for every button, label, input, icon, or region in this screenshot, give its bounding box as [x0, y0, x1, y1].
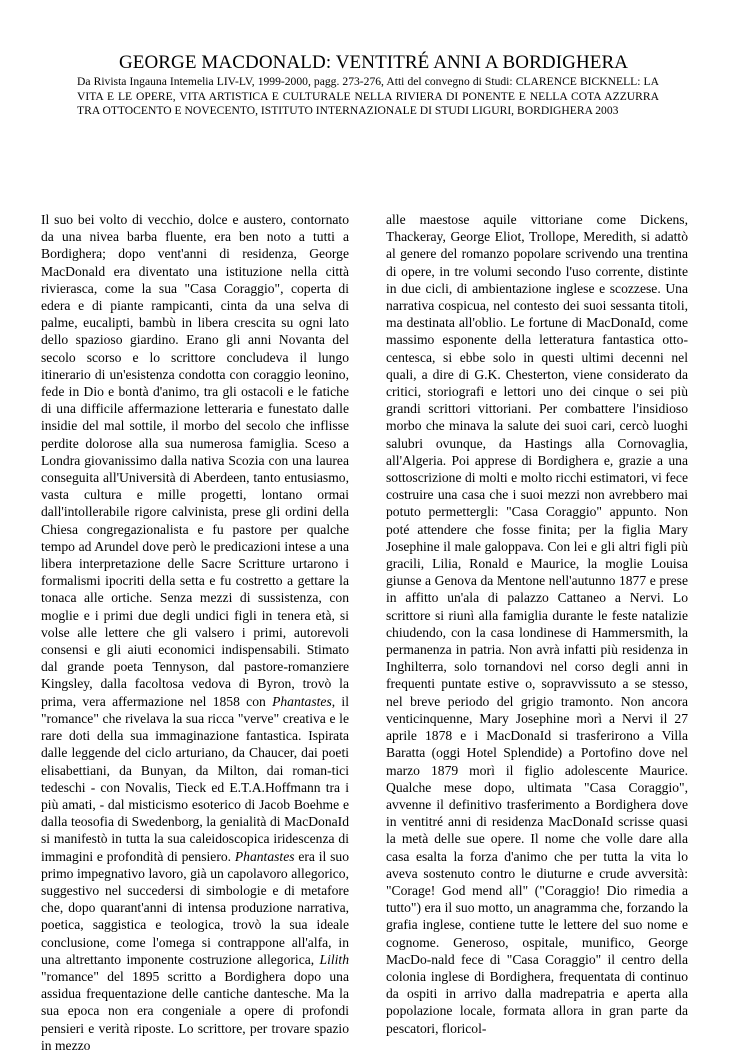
body-column-right — [386, 211, 688, 1037]
text-segment: "romance" del 1895 scritto a Bordighera dopo una assidua frequentazione delle cantiche dantesche. Ma la sua epoca non era congeniale a opere di profondi pensieri e verità riposte. Lo scrittore, per trovare spazio in mezzo — [41, 968, 349, 1053]
text-segment: , il "romance" che rivelava la sua ricca "verve" creativa e le rare doti della sua immaginazione fantastica. Ispirata dalle leggende del ciclo arturiano, da Chaucer, dai poeti elisabettiani, da Bunyan, da Milton, dai roman-tici tedeschi - con Novalis, Tieck ed E.T.A.Hoffmann tra i più amati, - dal misticismo esoterico di Jacob Boehme e dalla teosofia di Swedenborg, la genialità di MacDonaId si manifestò in tutta la sua caleidoscopica iridescenza di immagini e profondità di pensiero. — [41, 693, 349, 864]
article-title: GEORGE MACDONALD: VENTITRÉ ANNI A BORDIGHERA — [118, 52, 629, 73]
body-column-left — [41, 211, 349, 1054]
italic-title: Lilith — [319, 951, 349, 967]
text-segment: era il suo primo impegnativo lavoro, già un capolavoro allegorico, suggestivo nel succedersi di simbologie e di metafore che, dopo quarant'anni di intensa produzione narrativa, poetica, saggistica e teologica, trovò la sua ideale conclusione, come l'omega si contrappone all'alfa, in una altrettanto imponente costruzione allegorica, — [41, 848, 350, 967]
source-citation: Da Rivista Ingauna Intemelia LIV-LV, 1999-2000, pagg. 273-276, Atti del convegno di Studi: CLARENCE BICKNELL: LA VITA E LE OPERE, VITA ARTISTICA E CULTURALE NELLA RIVIERA DI PONENTE E NELLA COTA AZZURRA TRA OTTOCENTO E NOVECENTO, ISTITUTO INTERNAZIONALE DI STUDI LIGURI, BORDIGHERA 2003 — [77, 75, 659, 118]
italic-title: Phantastes — [272, 693, 332, 709]
text-segment: Il suo bei volto di vecchio, dolce e austero, contornato da una nivea barba fluente, era ben noto a tutti a Bordighera; dopo vent'anni di residenza, George MacDonald era diventato una istituzione nella città rivierasca, come la sua "Casa Coraggio", coperta di edera e di piante rampicanti, cinta da una selva di palme, eucalipti, bambù in libera crescita su ogni lato dello spazioso giardino. Erano gli anni Novanta del secolo scorso e lo scrittore concludeva il lungo itinerario di un'esistenza condotta con coraggio leonino, fede in Dio e bontà d'animo, tra gli ostacoli e le fatiche di una difficile affermazione letteraria e funestato dalle insidie del mal sottile, il morbo del secolo che inflisse perdite dolorose alla sua numerosa famiglia. Sceso a Londra giovanissimo dalla nativa Scozia con una laurea conseguita all'Università di Aberdeen, tanto entusiasmo, vasta cultura e mille progetti, lontano ormai dall'intollerabile rigore calvinista, prese gli ordini della Chiesa congregazionalista e fu pastore per qualche tempo ad Arundel dove però le predicazioni intese a una libera interpretazione delle Sacre Scritture urtarono i formalismi ipocriti della setta e fu costretto a gettare la tonaca alle ortiche. Senza mezzi di sussistenza, con moglie e i primi due degli undici figli in tenera età, si volse alle lettere che gli valsero i primi, autorevoli consensi e gli aiuti economici indispensabili. Stimato dal grande poeta Tennyson, dal pastore-romanziere Kingsley, dalla facoltosa vedova di Byron, trovò la prima, vera affermazione nel 1858 con — [41, 212, 349, 709]
body-paragraph-left — [41, 211, 349, 1054]
italic-title: Phantastes — [234, 848, 295, 864]
body-paragraph-right: alle maestose aquile vittoriane come Dickens, Thackeray, George Eliot, Trollope, Meredith, si adattò al genere del romanzo popolare scrivendo una trentina di opere, in tre volumi secondo l'uso corrente, distinte in due cicli, di ambientazione inglese e scozzese. Una narrativa cospicua, nel contesto dei suoi sessanta titoli, ma destinata all'oblio. Le fortune di MacDonaId, come massimo esponente della letteratura fantastica otto-centesca, si ebbe solo in questi ultimi decenni nel quali, a dire di G.K. Chesterton, viene considerato da critici, storiografi e lettori uno dei cinque o sei più grandi scrittori vittoriani. Per combattere l'insidioso morbo che minava la salute dei suoi cari, cercò luoghi salubri ovunque, da Hastings alla Cornovaglia, all'Algeria. Poi apprese di Bordighera e, grazie a una sottoscrizione di molti e molto ricchi estimatori, vi fece costruire una casa che i suoi mezzi non avrebbero mai potuto permettergli: "Casa Coraggio" appunto. Non poté attendere che fosse finita; per la figlia Mary Josephine il male galoppava. Con lei e gli altri figli più gracili, Lilia, Ronald e Maurice, la moglie Louisa giunse a Genova da Mentone nell'autunno 1877 e prese in affitto un'ala di palazzo Cattaneo a Nervi. Lo scrittore si riunì alla famiglia durante le feste natalizie chiudendo, con la casa londinese di Hammersmith, la permanenza in patria. Non avrà infatti più residenza in Inghilterra, solo tornandovi nel corso degli anni in frequenti puntate estive o, sopravvissuto a se stesso, nel breve periodo del grigio tramonto. Non ancora venticinquenne, Mary Josephine morì a Nervi il 27 aprile 1878 e i MacDonaId si trasferirono a Villa Baratta (oggi Hotel Splendide) a Portofino dove nel marzo 1879 morì il figlio adolescente Maurice. Qualche mese dopo, ultimata "Casa Coraggio", avvenne il definitivo trasferimento a Bordighera dove in ventitré anni di residenza MacDonaId scrisse quasi la metà delle sue opere. Il nome che volle dare alla casa esalta la forza d'animo che per tutta la vita lo aveva sostenuto contro le diuturne e crude avversità: "Corage! God mend all" ("Coraggio! Dio rimedia a tutto") era il suo motto, un anagramma che, forzando la grafia inglese, contiene tutte le lettere del suo nome e cognome. Generoso, ospitale, munifico, George MacDo-nald fece di "Casa Coraggio" il centro della colonia inglese di Bordighera, frequentata di continuo da ospiti in arrivo dalla madrepatria e aperta alla popolazione locale, formata allora in gran parte da pescatori, floricol- — [386, 212, 688, 1036]
